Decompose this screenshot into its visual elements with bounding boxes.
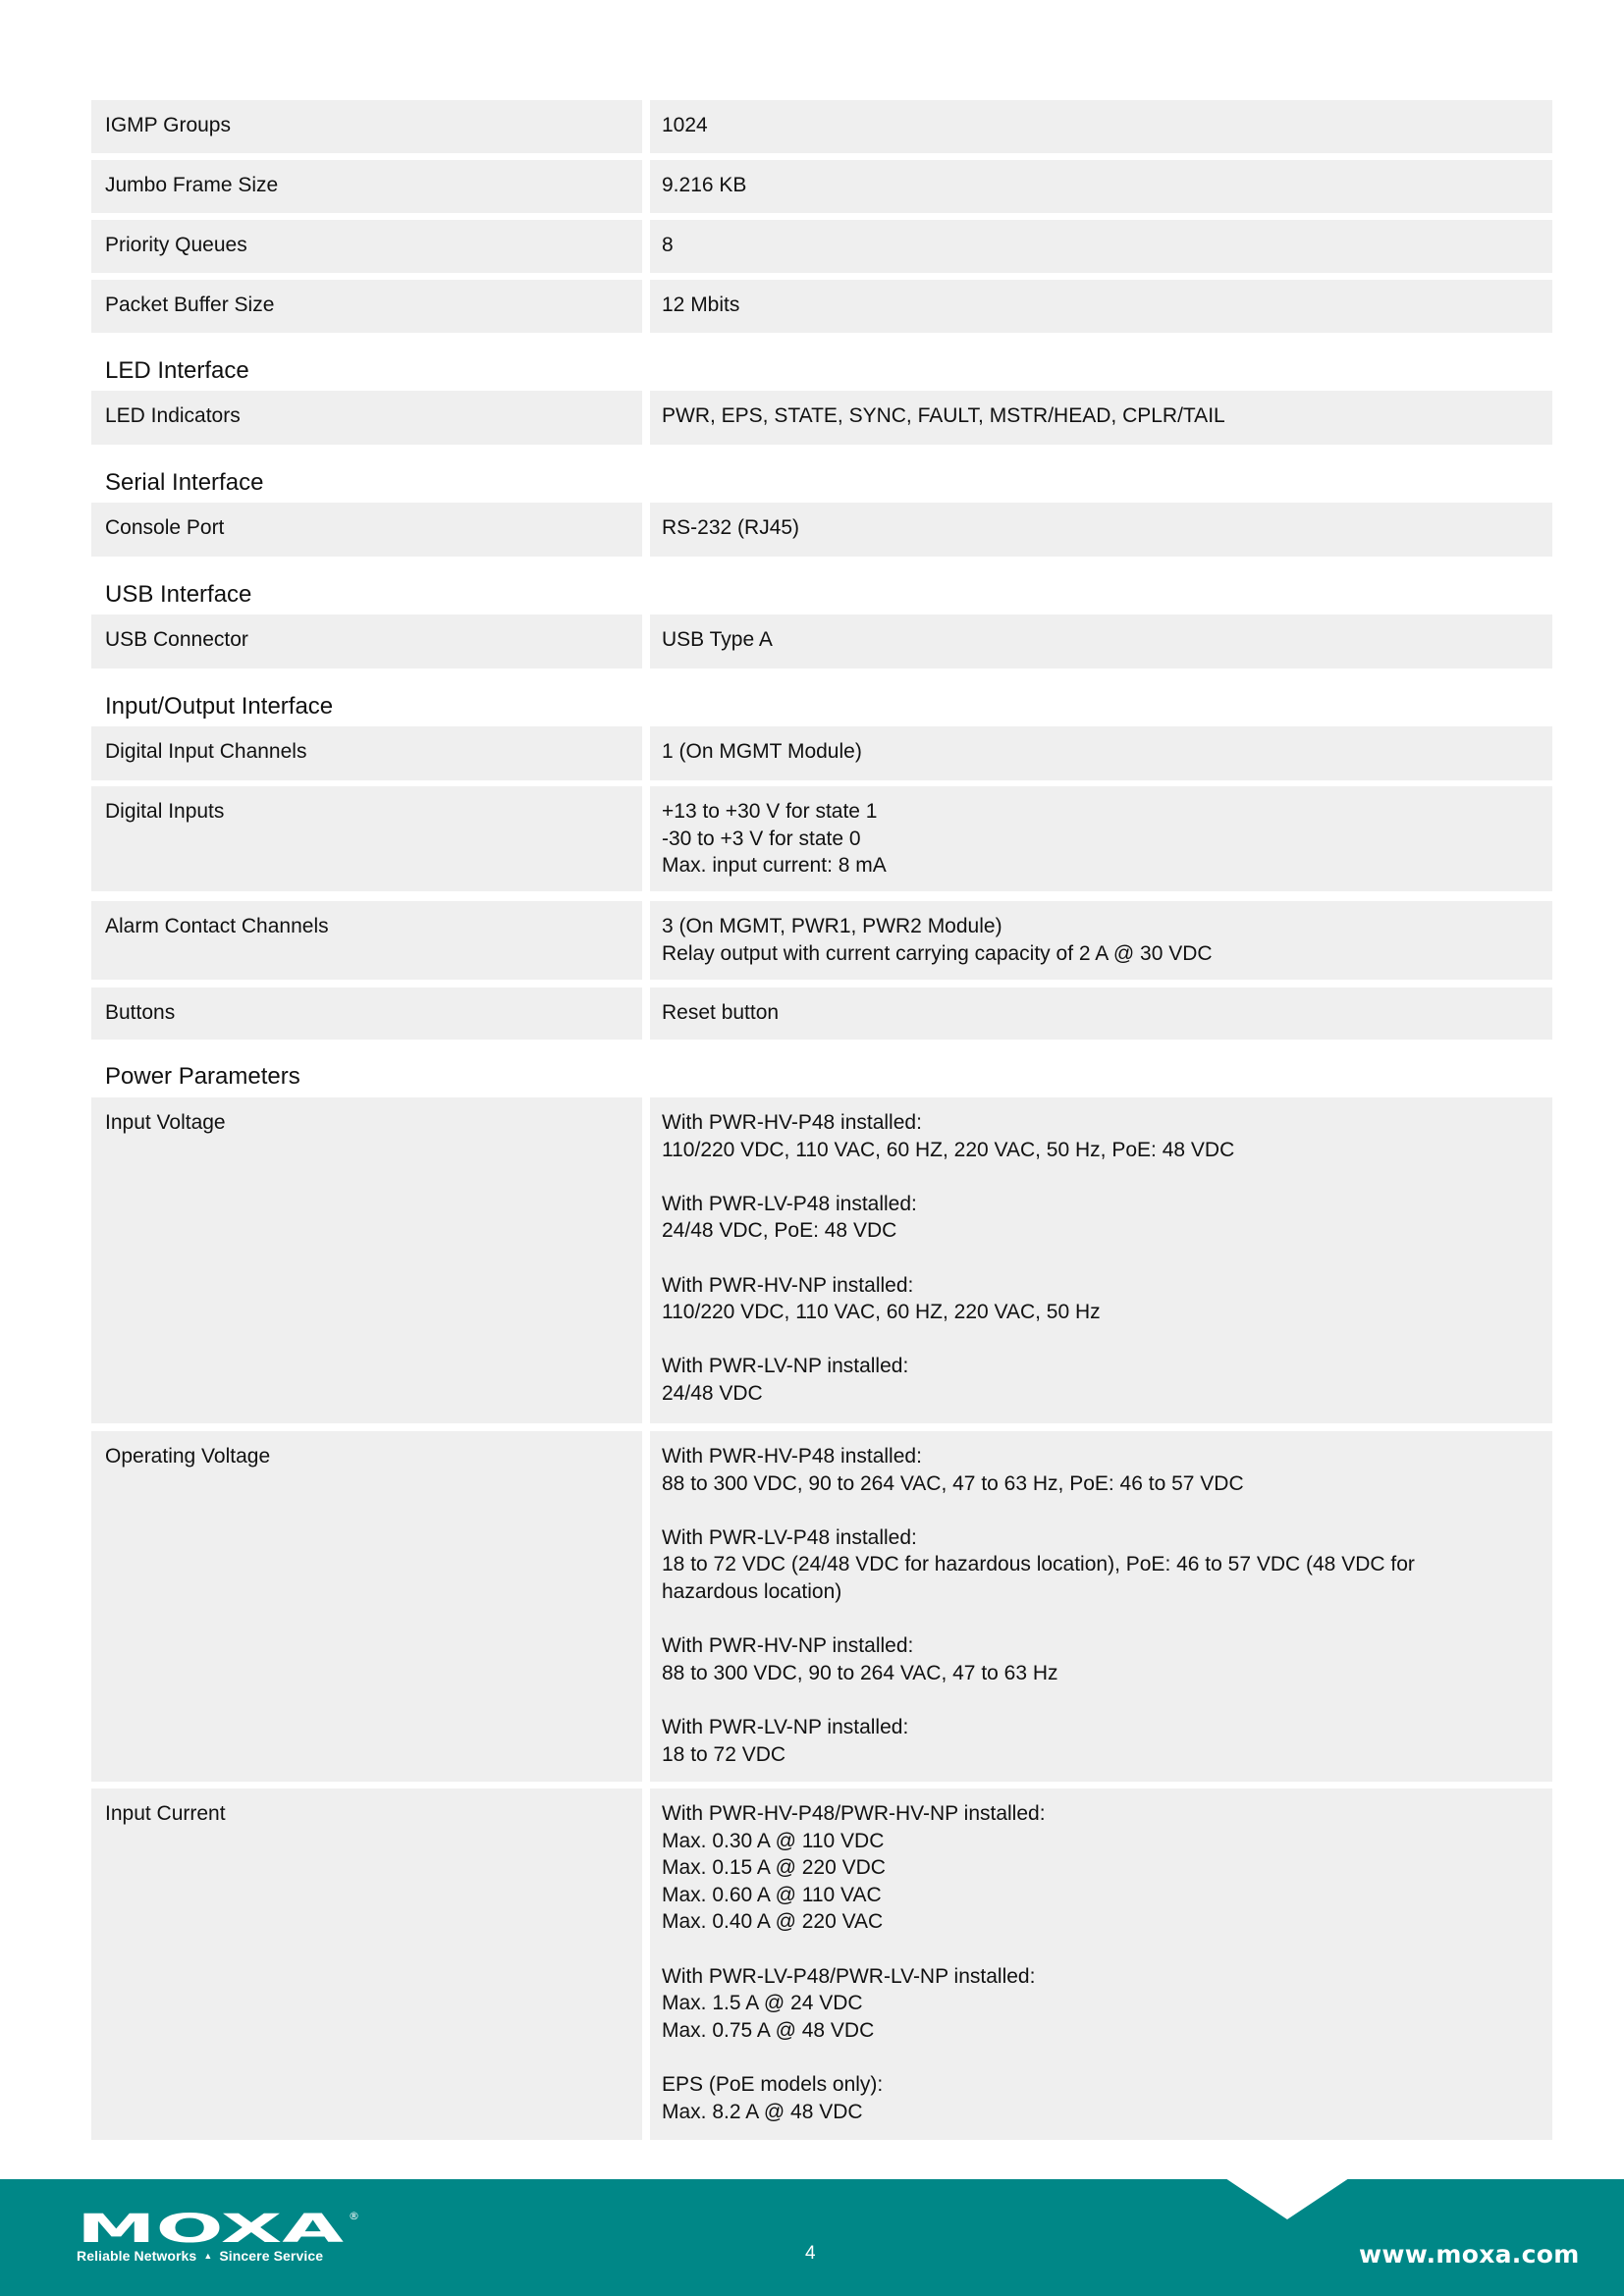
spec-value-line: Max. 0.15 A @ 220 VDC bbox=[662, 1856, 886, 1880]
spec-value-line: With PWR-LV-P48 installed: bbox=[662, 1192, 917, 1215]
spec-value-line: With PWR-HV-P48/PWR-HV-NP installed: bbox=[662, 1802, 1046, 1825]
spec-label: LED Indicators bbox=[91, 391, 642, 445]
spec-value-line: Max. 0.75 A @ 48 VDC bbox=[662, 2018, 875, 2042]
spec-value-line bbox=[662, 1163, 1533, 1191]
spec-value-line: 9.216 KB bbox=[662, 174, 747, 196]
spec-label: USB Connector bbox=[91, 614, 642, 668]
spec-value bbox=[650, 280, 1552, 333]
spec-value-line bbox=[662, 1326, 1533, 1354]
spec-row bbox=[91, 1097, 1552, 1423]
spec-value-line: 12 Mbits bbox=[662, 294, 740, 316]
spec-value-line: EPS (PoE models only): bbox=[662, 2072, 884, 2096]
spec-value bbox=[650, 1431, 1552, 1782]
spec-value-line: 1 (On MGMT Module) bbox=[662, 740, 862, 763]
spec-value bbox=[650, 726, 1552, 780]
spec-label: Operating Voltage bbox=[91, 1431, 642, 1782]
website-link[interactable]: www.moxa.com bbox=[1359, 2240, 1580, 2269]
spec-value bbox=[650, 786, 1552, 891]
spec-value-line: 1024 bbox=[662, 114, 708, 136]
spec-value-line: 88 to 300 VDC, 90 to 264 VAC, 47 to 63 Hz, PoE: 46 to 57 VDC bbox=[662, 1471, 1244, 1495]
spec-value-line: 3 (On MGMT, PWR1, PWR2 Module) bbox=[662, 915, 1002, 937]
page-number: 4 bbox=[805, 2243, 816, 2264]
spec-row bbox=[91, 988, 1552, 1040]
spec-label: Digital Inputs bbox=[91, 786, 642, 891]
moxa-logo-text: MOXA bbox=[77, 2209, 345, 2244]
spec-label: IGMP Groups bbox=[91, 100, 642, 153]
spec-value-line: Max. 0.60 A @ 110 VAC bbox=[662, 1883, 882, 1906]
spec-value bbox=[650, 220, 1552, 273]
spec-value-line: 8 bbox=[662, 234, 674, 256]
spec-value-line: 18 to 72 VDC bbox=[662, 1742, 786, 1766]
spec-value-line: Max. 8.2 A @ 48 VDC bbox=[662, 2100, 863, 2123]
spec-value-line bbox=[662, 1497, 1533, 1524]
tagline bbox=[77, 2248, 323, 2264]
spec-row bbox=[91, 1789, 1552, 2140]
spec-value-line: 110/220 VDC, 110 VAC, 60 HZ, 220 VAC, 50 Hz, PoE: 48 VDC bbox=[662, 1138, 1235, 1161]
spec-value-line bbox=[662, 2044, 1533, 2071]
spec-value-line: -30 to +3 V for state 0 bbox=[662, 827, 861, 850]
spec-value-line: 88 to 300 VDC, 90 to 264 VAC, 47 to 63 Hz bbox=[662, 1661, 1058, 1684]
spec-value-line: With PWR-LV-P48/PWR-LV-NP installed: bbox=[662, 1964, 1036, 1988]
spec-value bbox=[650, 100, 1552, 153]
spec-label: Alarm Contact Channels bbox=[91, 901, 642, 980]
spec-value-line: PWR, EPS, STATE, SYNC, FAULT, MSTR/HEAD, CPLR/TAIL bbox=[662, 404, 1225, 427]
spec-value-line: hazardous location) bbox=[662, 1579, 842, 1603]
moxa-logo bbox=[77, 2209, 361, 2244]
spec-label: Buttons bbox=[91, 988, 642, 1040]
spec-value-line: +13 to +30 V for state 1 bbox=[662, 800, 878, 823]
spec-value-line bbox=[662, 1936, 1533, 1963]
spec-value-line: 24/48 VDC bbox=[662, 1381, 763, 1405]
spec-row bbox=[91, 220, 1552, 273]
tagline-right: Sincere Service bbox=[219, 2248, 324, 2264]
registered-mark: ® bbox=[349, 2210, 359, 2222]
spec-row bbox=[91, 786, 1552, 891]
spec-value bbox=[650, 988, 1552, 1040]
spec-value bbox=[650, 614, 1552, 668]
spec-value-line: Relay output with current carrying capacity of 2 A @ 30 VDC bbox=[662, 941, 1213, 965]
spec-value bbox=[650, 503, 1552, 557]
spec-value-line: With PWR-LV-P48 installed: bbox=[662, 1525, 917, 1549]
spec-row bbox=[91, 100, 1552, 153]
spec-value-line bbox=[662, 1606, 1533, 1633]
spec-value-line: With PWR-LV-NP installed: bbox=[662, 1715, 909, 1738]
spec-value-line: USB Type A bbox=[662, 628, 773, 651]
spec-value-line bbox=[662, 1245, 1533, 1272]
spec-value-line: RS-232 (RJ45) bbox=[662, 516, 800, 539]
footer-notch-shape bbox=[1225, 2178, 1349, 2219]
section-heading: Input/Output Interface bbox=[105, 693, 334, 720]
spec-label: Priority Queues bbox=[91, 220, 642, 273]
spec-value-line: With PWR-HV-NP installed: bbox=[662, 1273, 914, 1297]
spec-value-line: 110/220 VDC, 110 VAC, 60 HZ, 220 VAC, 50 Hz bbox=[662, 1301, 1101, 1324]
spec-row bbox=[91, 901, 1552, 980]
spec-value-line: Max. input current: 8 mA bbox=[662, 854, 887, 878]
spec-value-line: 24/48 VDC, PoE: 48 VDC bbox=[662, 1219, 897, 1243]
spec-row bbox=[91, 280, 1552, 333]
spec-value-line: With PWR-HV-NP installed: bbox=[662, 1634, 914, 1658]
spec-row bbox=[91, 391, 1552, 445]
spec-label: Packet Buffer Size bbox=[91, 280, 642, 333]
spec-value-line: Max. 0.30 A @ 110 VDC bbox=[662, 1829, 885, 1852]
triangle-icon: ▲ bbox=[203, 2251, 213, 2261]
spec-value-line: Max. 0.40 A @ 220 VAC bbox=[662, 1910, 884, 1934]
spec-value-line: Reset button bbox=[662, 1001, 780, 1024]
section-heading: LED Interface bbox=[105, 357, 249, 384]
spec-value-line bbox=[662, 1686, 1533, 1714]
spec-row bbox=[91, 503, 1552, 557]
spec-value-line: Max. 1.5 A @ 24 VDC bbox=[662, 1992, 863, 2015]
spec-value bbox=[650, 901, 1552, 980]
spec-value bbox=[650, 1097, 1552, 1423]
spec-label: Console Port bbox=[91, 503, 642, 557]
spec-row bbox=[91, 614, 1552, 668]
section-heading: USB Interface bbox=[105, 581, 252, 608]
spec-value-line: With PWR-HV-P48 installed: bbox=[662, 1445, 922, 1468]
spec-label: Input Current bbox=[91, 1789, 642, 2140]
spec-value-line: With PWR-LV-NP installed: bbox=[662, 1355, 909, 1378]
spec-label: Jumbo Frame Size bbox=[91, 160, 642, 213]
spec-value-line: 18 to 72 VDC (24/48 VDC for hazardous location), PoE: 46 to 57 VDC (48 VDC for bbox=[662, 1553, 1415, 1576]
spec-label: Digital Input Channels bbox=[91, 726, 642, 780]
spec-value bbox=[650, 1789, 1552, 2140]
spec-label: Input Voltage bbox=[91, 1097, 642, 1423]
section-heading: Power Parameters bbox=[105, 1063, 300, 1090]
tagline-left: Reliable Networks bbox=[77, 2248, 197, 2264]
spec-row bbox=[91, 1431, 1552, 1782]
spec-value-line: With PWR-HV-P48 installed: bbox=[662, 1111, 922, 1134]
spec-value bbox=[650, 391, 1552, 445]
section-heading: Serial Interface bbox=[105, 469, 264, 496]
spec-value bbox=[650, 160, 1552, 213]
spec-row bbox=[91, 726, 1552, 780]
spec-row bbox=[91, 160, 1552, 213]
